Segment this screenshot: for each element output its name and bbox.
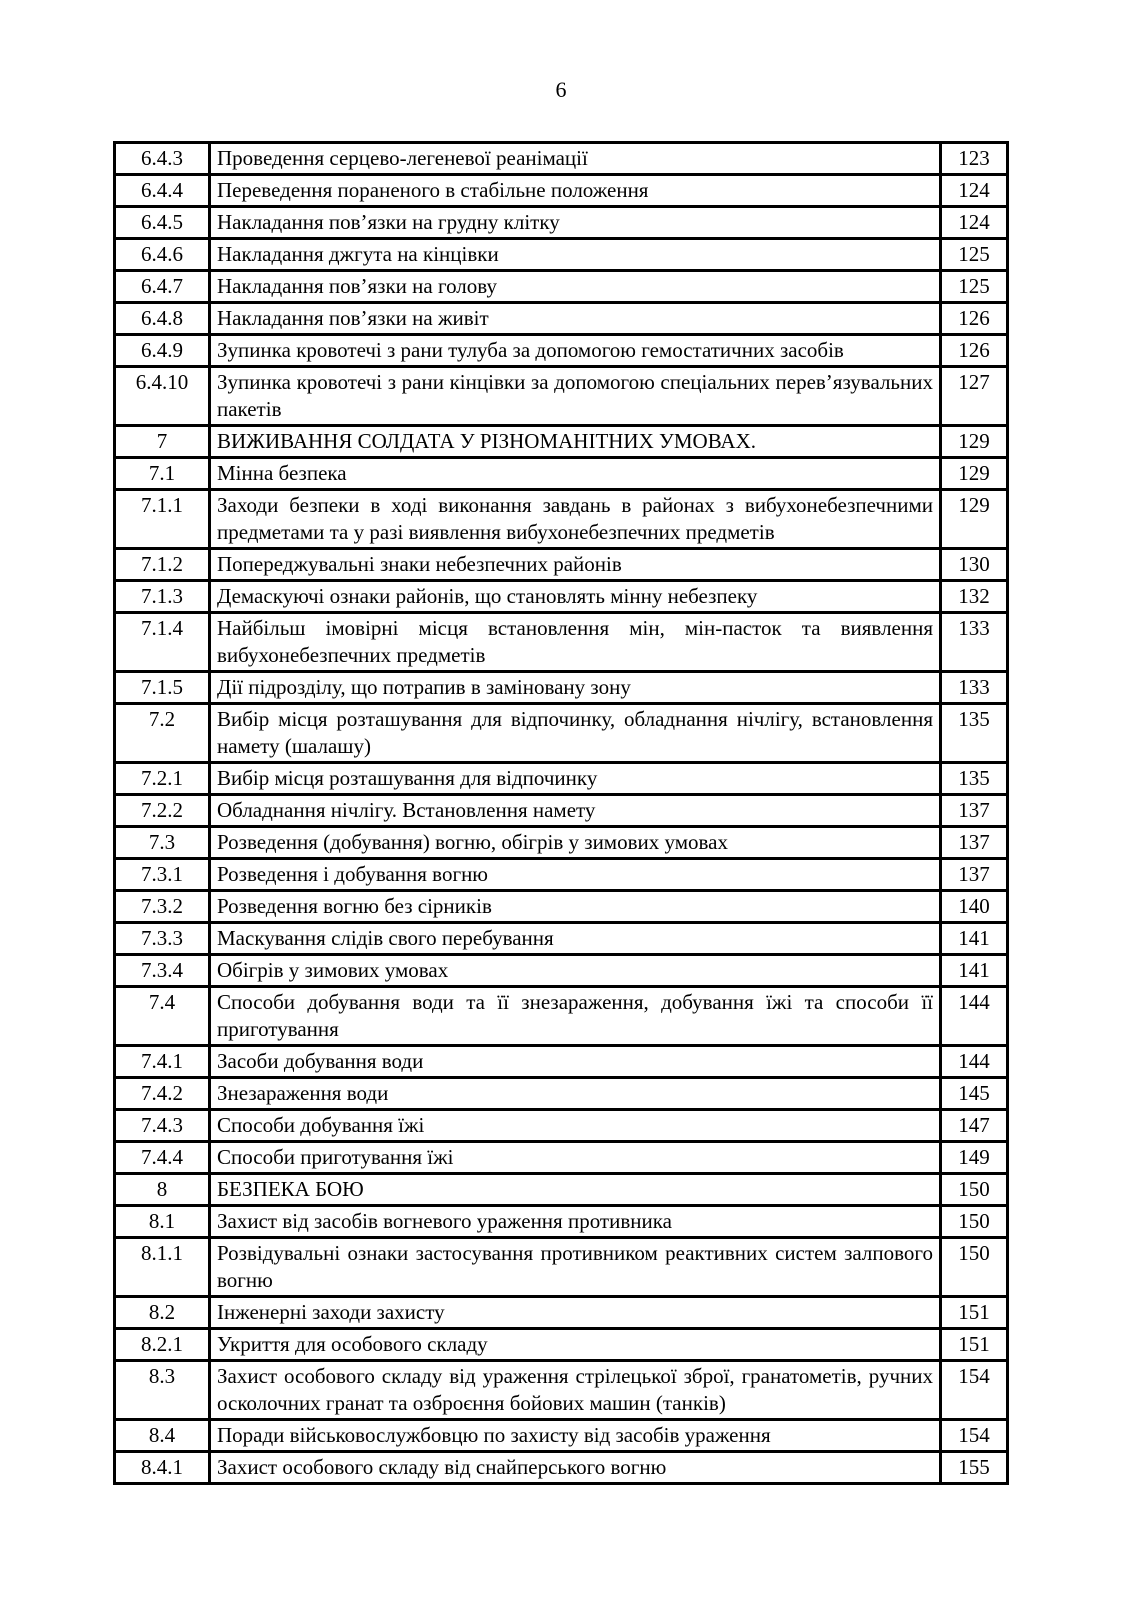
toc-row-page: 154 bbox=[941, 1361, 1008, 1420]
toc-row bbox=[115, 827, 1008, 859]
toc-row bbox=[115, 549, 1008, 581]
toc-row-number: 7.3.3 bbox=[115, 923, 210, 955]
toc-row-page: 135 bbox=[941, 763, 1008, 795]
toc-row-title: Розведення вогню без сірників bbox=[210, 891, 941, 923]
toc-row-number: 7.4.3 bbox=[115, 1110, 210, 1142]
toc-row bbox=[115, 1238, 1008, 1297]
toc-row bbox=[115, 1078, 1008, 1110]
toc-row-page: 140 bbox=[941, 891, 1008, 923]
toc-row-number: 7.3.2 bbox=[115, 891, 210, 923]
toc-row bbox=[115, 458, 1008, 490]
toc-row-number: 7.4.2 bbox=[115, 1078, 210, 1110]
toc-row-page: 132 bbox=[941, 581, 1008, 613]
toc-row-page: 155 bbox=[941, 1452, 1008, 1484]
toc-row-number: 7.3 bbox=[115, 827, 210, 859]
toc-row bbox=[115, 1361, 1008, 1420]
toc-row-title: БЕЗПЕКА БОЮ bbox=[210, 1174, 941, 1206]
toc-row-page: 137 bbox=[941, 795, 1008, 827]
toc-row-title: Способи приготування їжі bbox=[210, 1142, 941, 1174]
toc-row bbox=[115, 1329, 1008, 1361]
toc-row-number: 7.1.2 bbox=[115, 549, 210, 581]
toc-row-page: 126 bbox=[941, 303, 1008, 335]
toc-row bbox=[115, 1174, 1008, 1206]
toc-row-title: Маскування слідів свого перебування bbox=[210, 923, 941, 955]
toc-row-title: Накладання пов’язки на грудну клітку bbox=[210, 207, 941, 239]
toc-row bbox=[115, 1297, 1008, 1329]
toc-row-page: 137 bbox=[941, 859, 1008, 891]
toc-table bbox=[113, 141, 1009, 1485]
toc-row-number: 6.4.5 bbox=[115, 207, 210, 239]
toc-row-number: 6.4.8 bbox=[115, 303, 210, 335]
toc-row bbox=[115, 1452, 1008, 1484]
toc-row-number: 7.1.4 bbox=[115, 613, 210, 672]
toc-row-page: 144 bbox=[941, 1046, 1008, 1078]
toc-row-title: Обігрів у зимових умовах bbox=[210, 955, 941, 987]
toc-row-page: 125 bbox=[941, 239, 1008, 271]
toc-row bbox=[115, 367, 1008, 426]
toc-row bbox=[115, 1420, 1008, 1452]
toc-row-title: Інженерні заходи захисту bbox=[210, 1297, 941, 1329]
toc-row bbox=[115, 207, 1008, 239]
toc-row bbox=[115, 672, 1008, 704]
toc-row-number: 8.2.1 bbox=[115, 1329, 210, 1361]
toc-row-page: 150 bbox=[941, 1206, 1008, 1238]
toc-row-title: Мінна безпека bbox=[210, 458, 941, 490]
toc-row bbox=[115, 1046, 1008, 1078]
toc-table-body bbox=[115, 143, 1008, 1484]
toc-row-page: 141 bbox=[941, 955, 1008, 987]
toc-row-title: Розведення (добування) вогню, обігрів у зимових умовах bbox=[210, 827, 941, 859]
toc-row bbox=[115, 704, 1008, 763]
toc-row-page: 149 bbox=[941, 1142, 1008, 1174]
toc-row-number: 7.3.1 bbox=[115, 859, 210, 891]
toc-row-number: 7.2 bbox=[115, 704, 210, 763]
toc-row-title: Зупинка кровотечі з рани кінцівки за допомогою спеціальних перев’язувальних пакетів bbox=[210, 367, 941, 426]
toc-row-page: 135 bbox=[941, 704, 1008, 763]
toc-row-title: Заходи безпеки в ході виконання завдань в районах з вибухонебезпечними предметами та у разі виявлення вибухонебезпечних предметів bbox=[210, 490, 941, 549]
toc-row-title: Захист особового складу від ураження стрілецької зброї, гранатометів, ручних осколочних гранат та озброєння бойових машин (танків) bbox=[210, 1361, 941, 1420]
toc-row-number: 7.3.4 bbox=[115, 955, 210, 987]
toc-row bbox=[115, 923, 1008, 955]
toc-row bbox=[115, 613, 1008, 672]
toc-row bbox=[115, 795, 1008, 827]
toc-row-page: 147 bbox=[941, 1110, 1008, 1142]
toc-row-number: 7.1 bbox=[115, 458, 210, 490]
toc-row-title: Найбільш імовірні місця встановлення мін, мін-пасток та виявлення вибухонебезпечних предметів bbox=[210, 613, 941, 672]
toc-row-title: Дії підрозділу, що потрапив в заміновану зону bbox=[210, 672, 941, 704]
toc-row-page: 124 bbox=[941, 175, 1008, 207]
toc-row bbox=[115, 271, 1008, 303]
toc-row-title: Способи добування води та її знезараження, добування їжі та способи її приготування bbox=[210, 987, 941, 1046]
toc-row-number: 7.1.1 bbox=[115, 490, 210, 549]
toc-row-title: Засоби добування води bbox=[210, 1046, 941, 1078]
toc-row-title: Зупинка кровотечі з рани тулуба за допомогою гемостатичних засобів bbox=[210, 335, 941, 367]
toc-row-number: 8.4 bbox=[115, 1420, 210, 1452]
toc-row bbox=[115, 955, 1008, 987]
toc-row-title: Попереджувальні знаки небезпечних районів bbox=[210, 549, 941, 581]
toc-row-number: 7.2.1 bbox=[115, 763, 210, 795]
toc-row-number: 6.4.10 bbox=[115, 367, 210, 426]
toc-row-number: 6.4.4 bbox=[115, 175, 210, 207]
toc-row-number: 7.1.5 bbox=[115, 672, 210, 704]
toc-row-page: 150 bbox=[941, 1238, 1008, 1297]
toc-row-title: Вибір місця розташування для відпочинку bbox=[210, 763, 941, 795]
toc-row-number: 6.4.3 bbox=[115, 143, 210, 175]
toc-row-title: ВИЖИВАННЯ СОЛДАТА У РІЗНОМАНІТНИХ УМОВАХ. bbox=[210, 426, 941, 458]
toc-row-title: Укриття для особового складу bbox=[210, 1329, 941, 1361]
toc-row-title: Поради військовослужбовцю по захисту від засобів ураження bbox=[210, 1420, 941, 1452]
toc-row-page: 130 bbox=[941, 549, 1008, 581]
toc-row bbox=[115, 859, 1008, 891]
toc-row bbox=[115, 1206, 1008, 1238]
toc-row bbox=[115, 143, 1008, 175]
toc-row-page: 145 bbox=[941, 1078, 1008, 1110]
toc-row-page: 133 bbox=[941, 613, 1008, 672]
toc-row-page: 133 bbox=[941, 672, 1008, 704]
toc-row-number: 8.4.1 bbox=[115, 1452, 210, 1484]
toc-row-number: 7 bbox=[115, 426, 210, 458]
toc-row-page: 129 bbox=[941, 490, 1008, 549]
toc-row-title: Вибір місця розташування для відпочинку, обладнання нічлігу, встановлення намету (шалашу) bbox=[210, 704, 941, 763]
toc-row-number: 8.3 bbox=[115, 1361, 210, 1420]
toc-row bbox=[115, 239, 1008, 271]
toc-row-page: 141 bbox=[941, 923, 1008, 955]
toc-row-title: Розведення і добування вогню bbox=[210, 859, 941, 891]
toc-row-title: Знезараження води bbox=[210, 1078, 941, 1110]
toc-row-number: 6.4.7 bbox=[115, 271, 210, 303]
toc-row-title: Обладнання нічлігу. Встановлення намету bbox=[210, 795, 941, 827]
toc-row-number: 8.1 bbox=[115, 1206, 210, 1238]
toc-row bbox=[115, 303, 1008, 335]
toc-row-title: Переведення пораненого в стабільне положення bbox=[210, 175, 941, 207]
toc-row-title: Накладання пов’язки на живіт bbox=[210, 303, 941, 335]
toc-row-page: 123 bbox=[941, 143, 1008, 175]
toc-row-title: Розвідувальні ознаки застосування противником реактивних систем залпового вогню bbox=[210, 1238, 941, 1297]
toc-row-page: 154 bbox=[941, 1420, 1008, 1452]
toc-row-title: Способи добування їжі bbox=[210, 1110, 941, 1142]
toc-row-page: 151 bbox=[941, 1329, 1008, 1361]
toc-row bbox=[115, 175, 1008, 207]
toc-row-number: 7.4 bbox=[115, 987, 210, 1046]
toc-row bbox=[115, 763, 1008, 795]
toc-row-number: 6.4.6 bbox=[115, 239, 210, 271]
toc-row-page: 144 bbox=[941, 987, 1008, 1046]
toc-row-title: Накладання джгута на кінцівки bbox=[210, 239, 941, 271]
toc-row bbox=[115, 1110, 1008, 1142]
toc-row bbox=[115, 490, 1008, 549]
toc-row-page: 125 bbox=[941, 271, 1008, 303]
toc-row bbox=[115, 581, 1008, 613]
toc-row-title: Захист особового складу від снайперського вогню bbox=[210, 1452, 941, 1484]
toc-row-page: 150 bbox=[941, 1174, 1008, 1206]
toc-row-number: 7.2.2 bbox=[115, 795, 210, 827]
toc-row-number: 7.4.4 bbox=[115, 1142, 210, 1174]
toc-row-number: 7.1.3 bbox=[115, 581, 210, 613]
toc-row bbox=[115, 987, 1008, 1046]
toc-row-number: 7.4.1 bbox=[115, 1046, 210, 1078]
toc-row-title: Проведення серцево-легеневої реанімації bbox=[210, 143, 941, 175]
toc-row bbox=[115, 891, 1008, 923]
toc-row-number: 8 bbox=[115, 1174, 210, 1206]
toc-row-title: Захист від засобів вогневого ураження противника bbox=[210, 1206, 941, 1238]
toc-row bbox=[115, 1142, 1008, 1174]
toc-row-page: 127 bbox=[941, 367, 1008, 426]
toc-row-page: 124 bbox=[941, 207, 1008, 239]
toc-row-page: 126 bbox=[941, 335, 1008, 367]
toc-row bbox=[115, 426, 1008, 458]
toc-row-number: 6.4.9 bbox=[115, 335, 210, 367]
toc-row-page: 129 bbox=[941, 426, 1008, 458]
toc-row-number: 8.2 bbox=[115, 1297, 210, 1329]
toc-row-title: Демаскуючі ознаки районів, що становлять мінну небезпеку bbox=[210, 581, 941, 613]
toc-row bbox=[115, 335, 1008, 367]
page-number: 6 bbox=[555, 77, 567, 102]
toc-row-title: Накладання пов’язки на голову bbox=[210, 271, 941, 303]
toc-row-page: 137 bbox=[941, 827, 1008, 859]
toc-row-number: 8.1.1 bbox=[115, 1238, 210, 1297]
toc-row-page: 129 bbox=[941, 458, 1008, 490]
toc-row-page: 151 bbox=[941, 1297, 1008, 1329]
